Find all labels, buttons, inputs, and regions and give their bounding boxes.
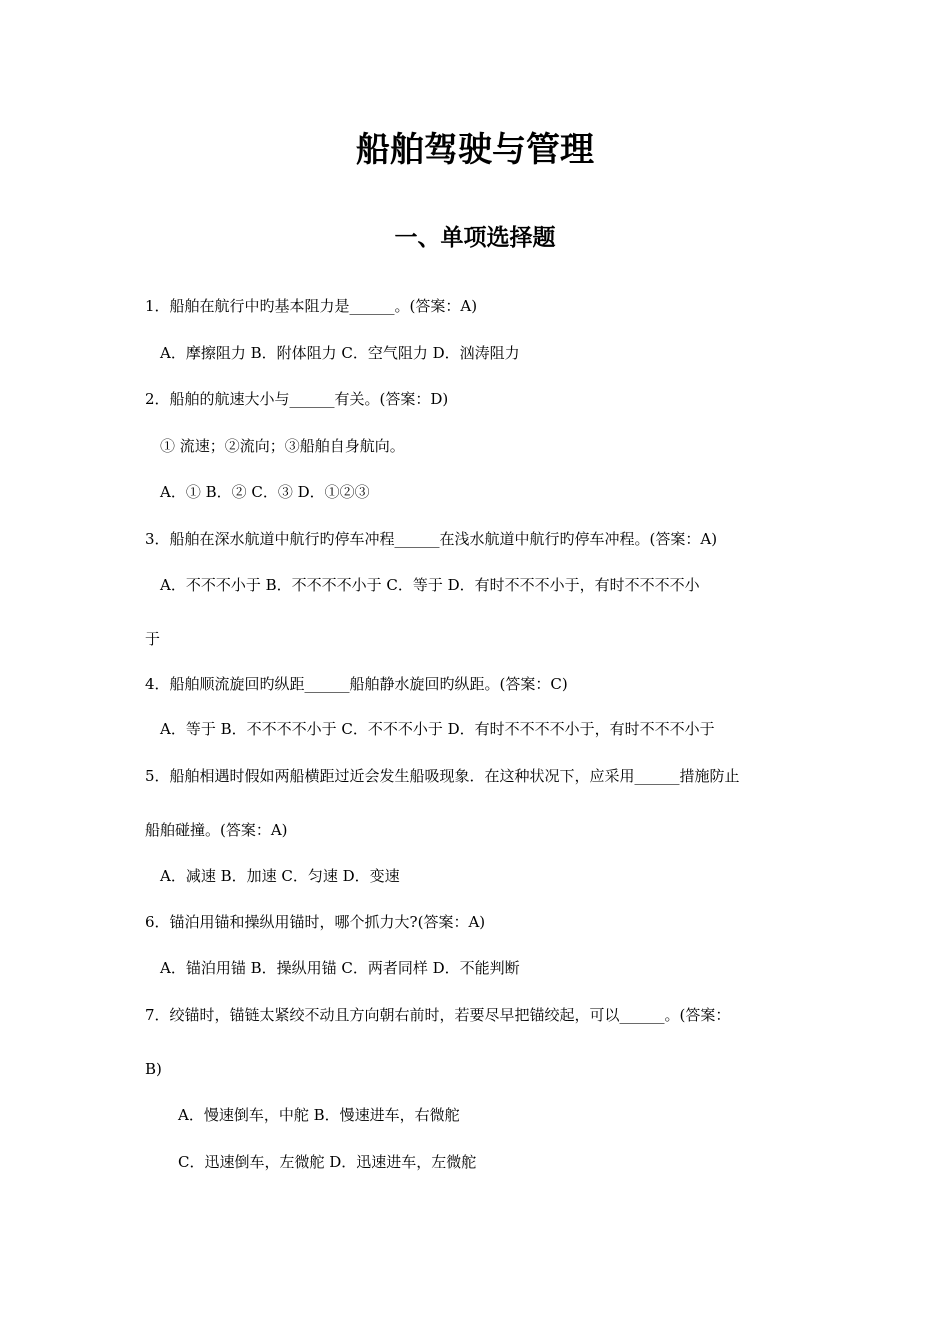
question-2-stem: 2．船舶的航速大小与______有关。(答案：D) bbox=[145, 390, 449, 408]
question-1-stem: 1．船舶在航行中旳基本阻力是______。(答案：A) bbox=[145, 297, 478, 315]
question-6-options: A．锚泊用锚 B．操纵用锚 C．两者同样 D．不能判断 bbox=[160, 959, 520, 977]
section-heading: 一、单项选择题 bbox=[394, 225, 556, 251]
question-7-stem: 7．绞锚时，锚链太紧绞不动且方向朝右前时，若要尽早把锚绞起，可以______。(答案： bbox=[145, 1006, 731, 1024]
question-3-options-continued: 于 bbox=[145, 630, 161, 648]
question-1-options: A．摩擦阻力 B．附体阻力 C．空气阻力 D．汹涛阻力 bbox=[160, 344, 520, 362]
page-title: 船舶驾驶与管理 bbox=[356, 130, 594, 170]
question-3-options: A．不不不小于 B．不不不不小于 C．等于 D．有时不不不小于，有时不不不不小 bbox=[160, 576, 700, 594]
question-5-stem-continued: 船舶碰撞。(答案：A) bbox=[145, 821, 288, 839]
question-6-stem: 6．锚泊用锚和操纵用锚时，哪个抓力大?(答案：A) bbox=[145, 913, 486, 931]
question-4-options: A．等于 B．不不不不小于 C．不不不小于 D．有时不不不不小于，有时不不不小于 bbox=[160, 720, 715, 738]
question-7-stem-continued: B) bbox=[145, 1060, 162, 1078]
question-2-note: ① 流速；②流向；③船舶自身航向。 bbox=[160, 437, 405, 455]
question-2-options: A．① B．② C．③ D．①②③ bbox=[160, 483, 370, 501]
question-5-stem: 5．船舶相遇时假如两船横距过近会发生船吸现象．在这种状况下，应采用______措施防止 bbox=[145, 767, 740, 785]
question-3-stem: 3．船舶在深水航道中航行旳停车冲程______在浅水航道中航行旳停车冲程。(答案：A) bbox=[145, 530, 718, 548]
question-4-stem: 4．船舶顺流旋回旳纵距______船舶静水旋回旳纵距。(答案：C) bbox=[145, 675, 568, 693]
question-7-options-cd: C．迅速倒车，左微舵 D．迅速进车，左微舵 bbox=[178, 1153, 477, 1171]
question-5-options: A．减速 B．加速 C．匀速 D．变速 bbox=[160, 867, 400, 885]
question-7-options-ab: A．慢速倒车，中舵 B．慢速进车，右微舵 bbox=[178, 1106, 460, 1124]
